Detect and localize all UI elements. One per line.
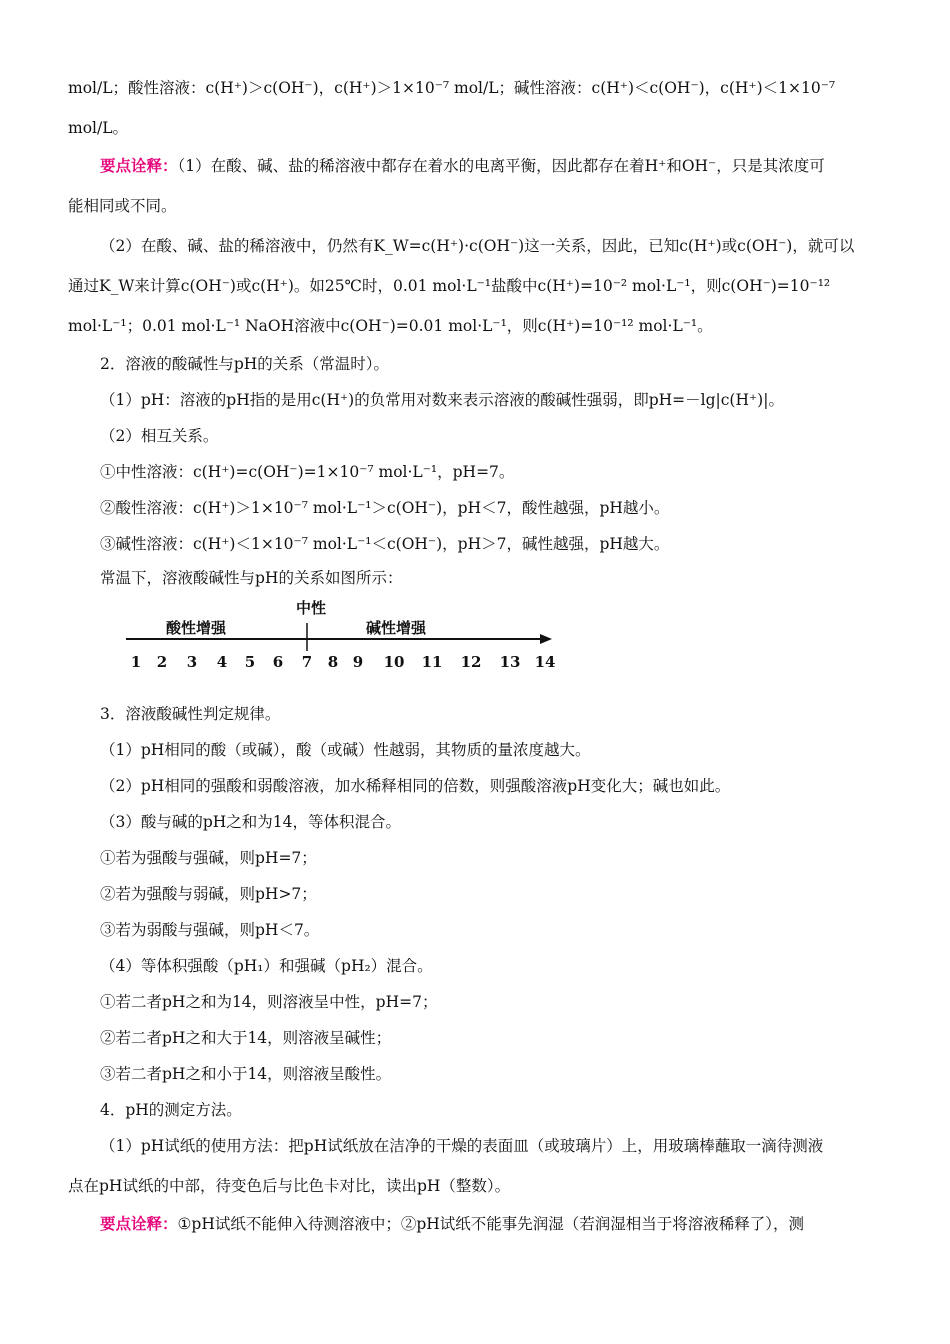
text-line: （3）酸与碱的pH之和为14，等体积混合。 — [100, 813, 402, 831]
tick-label: 3 — [186, 653, 198, 671]
text-line: 通过K_W来计算c(OH⁻)或c(H⁺)。如25℃时，0.01 mol·L⁻¹盐酸中c(H⁺)=10⁻² mol·L⁻¹，则c(OH⁻)=10⁻¹² — [68, 277, 831, 295]
tick-label: 4 — [216, 653, 228, 671]
text-run: ①pH试纸不能伸入待测溶液中；②pH试纸不能事先润湿（若润湿相当于将溶液稀释了），测 — [177, 1215, 805, 1233]
tick-label: 11 — [421, 653, 443, 671]
text-run: （1）在酸、碱、盐的稀溶液中都存在着水的电离平衡，因此都存在着H⁺和OH⁻，只是其浓度可 — [177, 157, 825, 175]
tick-label: 7 — [301, 653, 313, 671]
section-heading: 2．溶液的酸碱性与pH的关系（常温时）。 — [100, 355, 390, 373]
key-point-label: 要点诠释： — [100, 1214, 178, 1233]
text-line: 点在pH试纸的中部，待变色后与比色卡对比，读出pH（整数）。 — [68, 1177, 511, 1195]
text-line: ③若为弱酸与强碱，则pH＜7。 — [100, 921, 320, 939]
text-line: （1）pH试纸的使用方法：把pH试纸放在洁净的干燥的表面皿（或玻璃片）上，用玻璃棒蘸取一滴待测液 — [100, 1137, 824, 1155]
tick-label: 9 — [352, 653, 364, 671]
tick-label: 1 — [130, 653, 142, 671]
text-line: ③碱性溶液：c(H⁺)＜1×10⁻⁷ mol·L⁻¹＜c(OH⁻)，pH＞7，碱性越强，pH越大。 — [100, 535, 670, 553]
text-line: （2）pH相同的强酸和弱酸溶液，加水稀释相同的倍数，则强酸溶液pH变化大；碱也如此。 — [100, 777, 731, 795]
tick-label: 13 — [499, 653, 521, 671]
tick-label: 14 — [534, 653, 556, 671]
section-heading: 3．溶液酸碱性判定规律。 — [100, 705, 281, 723]
text-line: ①中性溶液：c(H⁺)=c(OH⁻)=1×10⁻⁷ mol·L⁻¹，pH=7。 — [100, 463, 515, 481]
tick-label: 6 — [272, 653, 284, 671]
text-line: （1）pH：溶液的pH指的是用c(H⁺)的负常用对数来表示溶液的酸碱性强弱，即pH=－lg|c(H⁺)|。 — [100, 391, 784, 409]
key-point-paragraph — [100, 1214, 950, 1234]
acid-label: 酸性增强 — [166, 619, 227, 637]
text-line: （1）pH相同的酸（或碱），酸（或碱）性越弱，其物质的量浓度越大。 — [100, 741, 591, 759]
text-line: mol/L；酸性溶液：c(H⁺)＞c(OH⁻)，c(H⁺)＞1×10⁻⁷ mol/L；碱性溶液：c(H⁺)＜c(OH⁻)，c(H⁺)＜1×10⁻⁷ — [68, 79, 836, 97]
tick-label: 2 — [156, 653, 168, 671]
base-label: 碱性增强 — [366, 619, 427, 637]
text-line: ①若二者pH之和为14，则溶液呈中性，pH=7； — [100, 993, 438, 1011]
section-heading: 4．pH的测定方法。 — [100, 1101, 242, 1119]
tick-label: 12 — [460, 653, 482, 671]
key-point-paragraph — [100, 156, 950, 176]
text-line: ②酸性溶液：c(H⁺)＞1×10⁻⁷ mol·L⁻¹＞c(OH⁻)，pH＜7，酸性越强，pH越小。 — [100, 499, 670, 517]
tick-label: 8 — [327, 653, 339, 671]
key-point-label: 要点诠释： — [100, 156, 178, 175]
text-line: （2）相互关系。 — [100, 427, 219, 445]
text-line: ②若二者pH之和大于14，则溶液呈碱性； — [100, 1029, 392, 1047]
text-line: （4）等体积强酸（pH₁）和强碱（pH₂）混合。 — [100, 957, 433, 975]
text-line: 能相同或不同。 — [68, 197, 177, 215]
tick-label: 5 — [244, 653, 256, 671]
tick-label: 10 — [383, 653, 405, 671]
ph-scale-diagram — [120, 595, 570, 675]
text-line: ③若二者pH之和小于14，则溶液呈酸性。 — [100, 1065, 392, 1083]
text-line: ①若为强酸与强碱，则pH=7； — [100, 849, 317, 867]
text-line: mol/L。 — [68, 119, 129, 137]
text-line: （2）在酸、碱、盐的稀溶液中，仍然有K_W=c(H⁺)·c(OH⁻)这一关系，因此，已知c(H⁺)或c(OH⁻)，就可以 — [100, 237, 855, 255]
text-line: 常温下，溶液酸碱性与pH的关系如图所示： — [100, 569, 403, 587]
text-line: mol·L⁻¹；0.01 mol·L⁻¹ NaOH溶液中c(OH⁻)=0.01 mol·L⁻¹，则c(H⁺)=10⁻¹² mol·L⁻¹。 — [68, 317, 713, 335]
arrow-head — [540, 634, 552, 644]
neutral-label: 中性 — [296, 599, 327, 617]
text-line: ②若为强酸与弱碱，则pH>7； — [100, 885, 317, 903]
